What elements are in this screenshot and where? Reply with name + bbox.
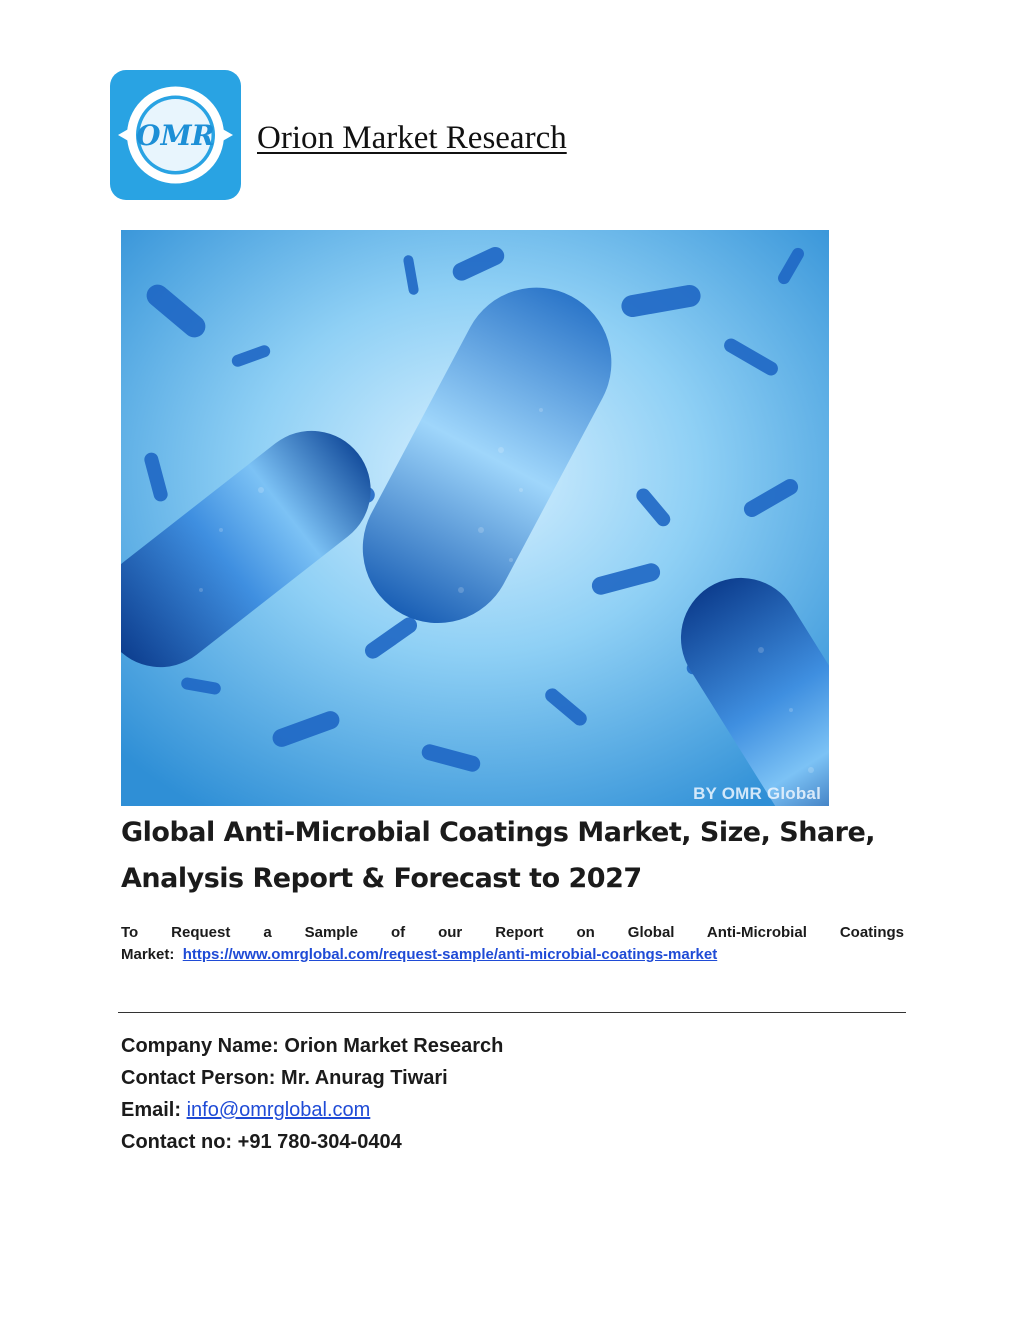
request-text-market-label: Market: bbox=[121, 946, 175, 963]
contact-person-value: Mr. Anurag Tiwari bbox=[281, 1067, 448, 1089]
section-divider bbox=[118, 1012, 906, 1013]
image-watermark: BY OMR Global bbox=[693, 784, 821, 803]
report-title-line2: Analysis Report & Forecast to 2027 bbox=[121, 863, 642, 894]
request-sample-link[interactable]: https://www.omrglobal.com/request-sample/anti-microbial-coatings-market bbox=[182, 946, 718, 963]
company-row bbox=[121, 1030, 503, 1062]
bacteria-illustration-icon bbox=[121, 230, 829, 806]
contact-person-row bbox=[121, 1062, 503, 1094]
email-link[interactable]: info@omrglobal.com bbox=[186, 1099, 371, 1121]
phone-value: +91 780-304-0404 bbox=[237, 1131, 402, 1153]
hero-image bbox=[121, 230, 829, 806]
logo-emblem-icon bbox=[110, 70, 241, 200]
email-label: Email: bbox=[121, 1099, 182, 1121]
omr-logo bbox=[110, 70, 241, 200]
company-value: Orion Market Research bbox=[284, 1035, 504, 1057]
brand-title[interactable]: Orion Market Research bbox=[257, 120, 567, 156]
contact-block bbox=[121, 1030, 503, 1158]
phone-row bbox=[121, 1126, 503, 1158]
phone-label: Contact no: bbox=[121, 1131, 233, 1153]
report-title-line1: Global Anti-Microbial Coatings Market, Size, Share, bbox=[121, 817, 876, 848]
request-text-line1: To Request a Sample of our Report on Global Anti-Microbial Coatings bbox=[121, 924, 904, 941]
request-sample-paragraph bbox=[121, 922, 904, 966]
company-label: Company Name: bbox=[121, 1035, 279, 1057]
contact-person-label: Contact Person: bbox=[121, 1067, 276, 1089]
report-title bbox=[121, 810, 881, 902]
email-row bbox=[121, 1094, 503, 1126]
logo-text: OMR bbox=[136, 119, 215, 152]
